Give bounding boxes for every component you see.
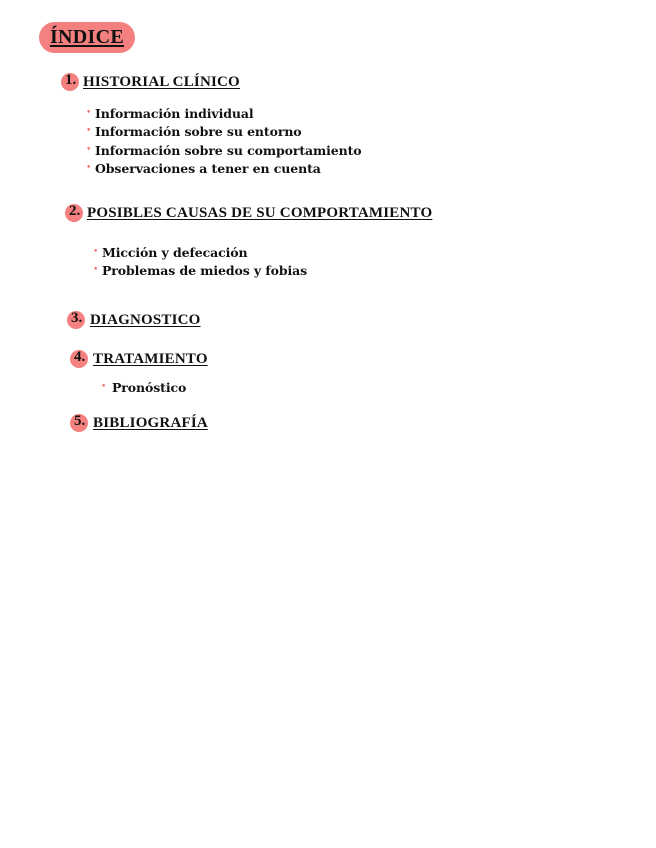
section-4-items: [101, 378, 186, 397]
section-4-heading[interactable]: [70, 349, 208, 369]
section-3-heading[interactable]: [67, 310, 201, 330]
section-title: DIAGNOSTICO: [90, 311, 201, 328]
section-number: 3.: [71, 310, 83, 326]
section-title: POSIBLES CAUSAS DE SU COMPORTAMIENTO: [87, 204, 433, 221]
section-number-badge: [70, 414, 88, 432]
section-2-heading[interactable]: [65, 203, 432, 223]
section-number: 4.: [74, 349, 86, 365]
section-1-heading[interactable]: [61, 72, 240, 92]
bullet-icon: •: [86, 163, 92, 174]
section-number: 2.: [69, 203, 81, 219]
bullet-icon: •: [86, 126, 92, 137]
list-item-label: Información sobre su entorno: [95, 124, 302, 140]
list-item-label: Pronóstico: [112, 379, 187, 395]
section-title: BIBLIOGRAFÍA: [93, 414, 208, 431]
list-item[interactable]: [93, 262, 307, 281]
bullet-icon: •: [93, 246, 99, 257]
list-item-label: Micción y defecación: [102, 244, 248, 260]
list-item[interactable]: [86, 160, 362, 179]
bullet-icon: •: [93, 265, 99, 276]
section-title: HISTORIAL CLÍNICO: [83, 73, 240, 90]
index-title-badge: [39, 22, 135, 53]
section-1-items: [86, 104, 362, 178]
section-number-badge: [67, 311, 85, 329]
list-item-label: Observaciones a tener en cuenta: [95, 161, 321, 177]
list-item[interactable]: [86, 123, 362, 142]
list-item-label: Problemas de miedos y fobias: [102, 263, 308, 279]
section-2-items: [93, 243, 307, 280]
list-item-label: Información individual: [95, 105, 254, 121]
list-item-label: Información sobre su comportamiento: [95, 142, 362, 158]
bullet-icon: •: [86, 144, 92, 155]
list-item[interactable]: [93, 243, 307, 262]
bullet-icon: •: [101, 381, 107, 392]
section-number-badge: [65, 204, 83, 222]
section-number-badge: [61, 73, 79, 91]
bullet-icon: •: [86, 107, 92, 118]
index-title: ÍNDICE: [49, 26, 125, 48]
section-number: 5.: [74, 413, 86, 429]
section-5-heading[interactable]: [70, 413, 208, 433]
list-item[interactable]: [101, 378, 186, 397]
list-item[interactable]: [86, 141, 362, 160]
section-number: 1.: [65, 72, 77, 88]
list-item[interactable]: [86, 104, 362, 123]
section-number-badge: [70, 350, 88, 368]
section-title: TRATAMIENTO: [93, 350, 208, 367]
